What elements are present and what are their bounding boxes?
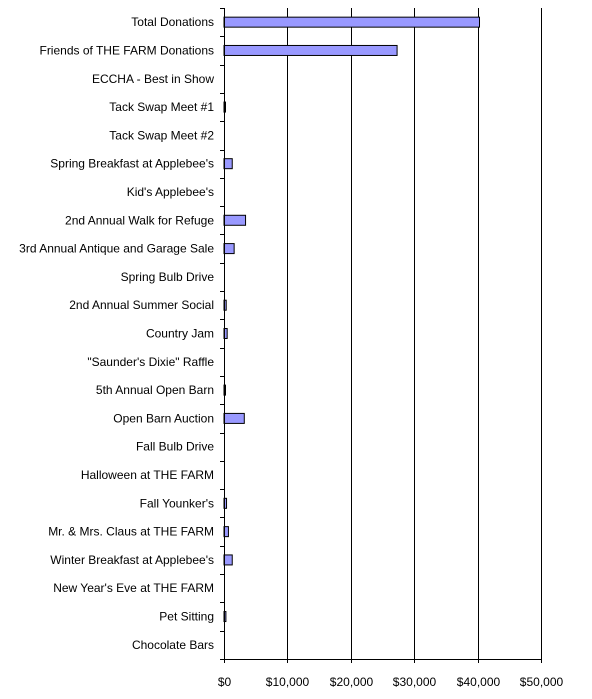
category-label-10: 2nd Annual Summer Social (69, 298, 214, 313)
category-label-16: Halloween at THE FARM (80, 468, 214, 483)
category-label-11: Country Jam (145, 326, 214, 341)
bar-14 (224, 413, 244, 423)
category-label-18: Mr. & Mrs. Claus at THE FARM (48, 524, 214, 539)
category-label-9: Spring Bulb Drive (120, 269, 214, 284)
category-label-3: Tack Swap Meet #1 (109, 100, 214, 115)
category-label-0: Total Donations (131, 15, 214, 30)
category-label-13: 5th Annual Open Barn (95, 383, 214, 398)
bar-0 (224, 17, 480, 27)
x-tick-label-2: $20,000 (329, 675, 374, 689)
axes (220, 8, 542, 663)
category-label-12: "Saunder's Dixie" Raffle (87, 354, 214, 369)
gridlines (288, 8, 542, 659)
category-labels (19, 15, 214, 652)
category-label-1: Friends of THE FARM Donations (39, 43, 214, 58)
category-label-14: Open Barn Auction (113, 411, 214, 426)
category-label-21: Pet Sitting (159, 609, 214, 624)
x-tick-label-4: $40,000 (456, 675, 501, 689)
x-tick-labels (218, 675, 564, 689)
category-label-2: ECCHA - Best in Show (91, 71, 214, 86)
x-tick-label-5: $50,000 (519, 675, 564, 689)
category-label-17: Fall Younker's (139, 496, 214, 511)
category-label-19: Winter Breakfast at Applebee's (50, 552, 214, 567)
category-label-20: New Year's Eve at THE FARM (53, 581, 214, 596)
x-tick-label-0: $0 (217, 675, 232, 689)
x-tick-label-1: $10,000 (265, 675, 310, 689)
bar-7 (224, 215, 246, 225)
category-label-5: Spring Breakfast at Applebee's (50, 156, 214, 171)
bar-5 (224, 159, 232, 169)
bar-19 (224, 555, 232, 565)
category-label-22: Chocolate Bars (131, 637, 214, 652)
category-label-4: Tack Swap Meet #2 (109, 128, 214, 143)
bar-1 (224, 45, 397, 55)
category-label-15: Fall Bulb Drive (135, 439, 214, 454)
x-tick-label-3: $30,000 (392, 675, 437, 689)
category-label-7: 2nd Annual Walk for Refuge (65, 213, 214, 228)
category-label-6: Kid's Applebee's (126, 184, 214, 199)
category-label-8: 3rd Annual Antique and Garage Sale (19, 241, 214, 256)
bar-8 (224, 244, 234, 254)
